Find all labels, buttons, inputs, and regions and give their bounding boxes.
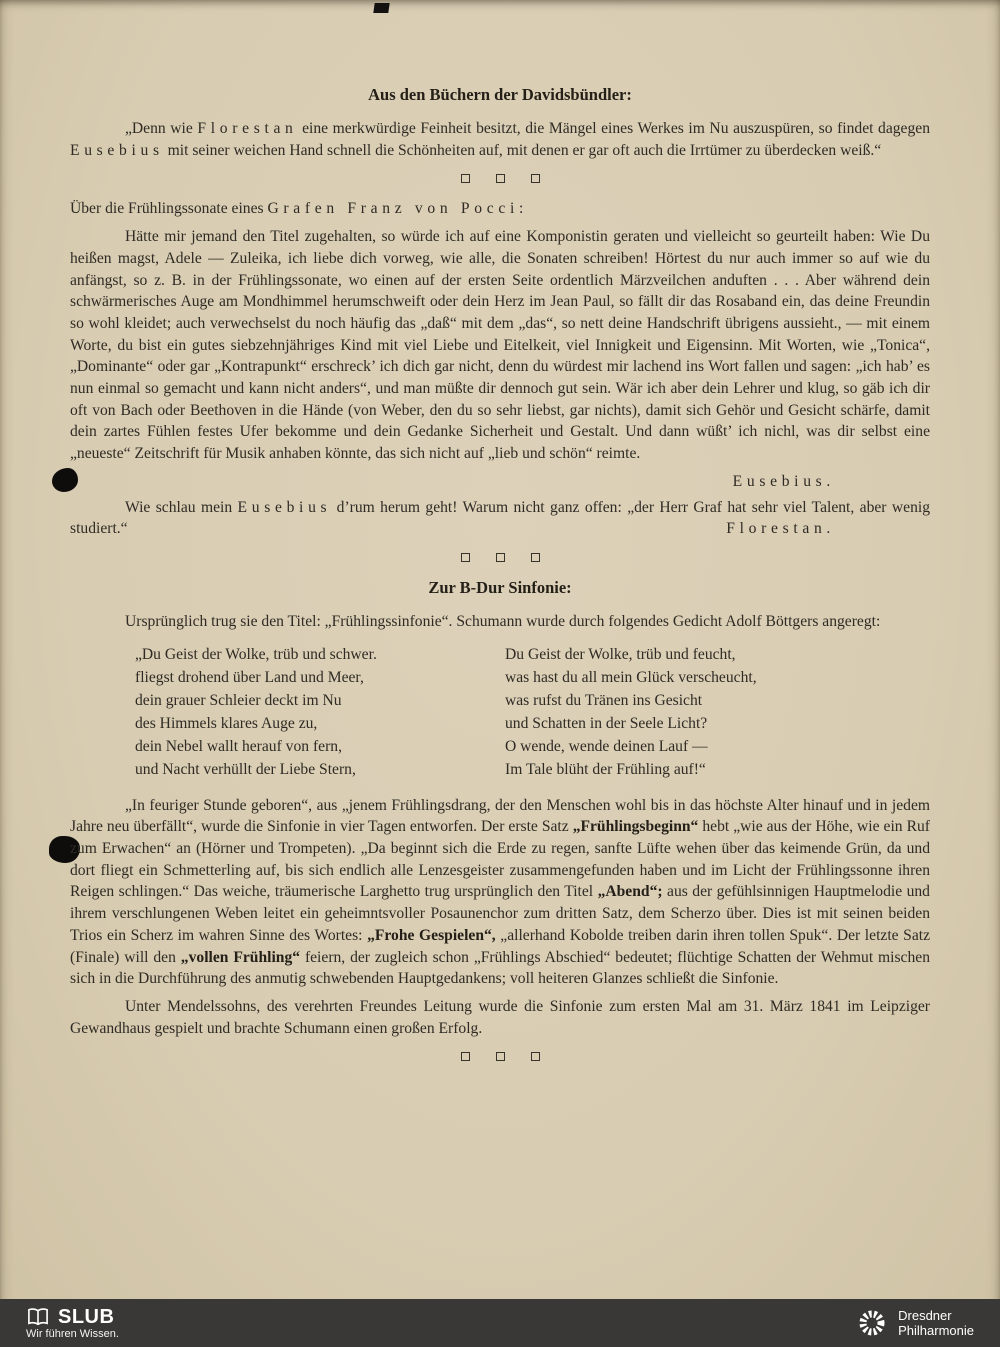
- square-ornament-icon: [496, 553, 505, 562]
- partner-name-line2: Philharmonie: [898, 1323, 974, 1338]
- dresdner-philharmonie-name: [898, 1308, 974, 1339]
- poem-boettger: [135, 643, 930, 781]
- paragraph-sinfonie-intro: Ursprünglich trug sie den Titel: „Frühlingssinfonie“. Schumann wurde durch folgendes Gedicht Adolf Böttgers angeregt:: [125, 612, 881, 630]
- square-ornament-icon: [461, 553, 470, 562]
- ornament-squares: [70, 553, 930, 562]
- square-ornament-icon: [461, 1052, 470, 1061]
- starburst-ring-icon: [857, 1308, 887, 1338]
- poem-right-column: Du Geist der Wolke, trüb und feucht, was hast du all mein Glück verscheucht, was rufst du Tränen ins Gesicht und Schatten in der Seele Licht? O wende, wende deinen Lauf — Im Tale blüht der Frühling auf!“: [505, 645, 757, 778]
- paragraph-premiere: Unter Mendelssohns, des verehrten Freundes Leitung wurde die Sinfonie zum ersten Mal am 31. März 1841 im Leipziger Gewandhaus gespielt und brachte Schumann einen großen Erfolg.: [70, 998, 930, 1037]
- section-title-b-dur-sinfonie: Zur B-Dur Sinfonie:: [428, 577, 572, 597]
- scan-mark: [373, 3, 389, 13]
- square-ornament-icon: [531, 553, 540, 562]
- section-title-davidsbuendler: Aus den Büchern der Davidsbündler:: [368, 85, 632, 104]
- slub-tagline: Wir führen Wissen.: [26, 1327, 119, 1340]
- square-ornament-icon: [531, 174, 540, 183]
- open-book-icon: [26, 1307, 50, 1327]
- square-ornament-icon: [496, 1052, 505, 1061]
- square-ornament-icon: [461, 174, 470, 183]
- square-ornament-icon: [531, 1052, 540, 1061]
- document-content: [70, 84, 930, 1076]
- slub-name: SLUB: [58, 1305, 115, 1328]
- slub-logo: [26, 1307, 119, 1340]
- poem-left-column: „Du Geist der Wolke, trüb und schwer. fliegst drohend über Land und Meer, dein grauer Schleier deckt im Nu des Himmels klares Auge zu, dein Nebel wallt herauf von fern, und Nacht verhüllt der Liebe Stern,: [135, 645, 377, 778]
- ornament-squares: [70, 174, 930, 183]
- ornament-squares: [70, 1052, 930, 1061]
- footer-bar: [0, 1299, 1000, 1347]
- section-heading-fruehlingssonate: Über die Frühlingssonate eines Grafen Franz von Pocci:: [70, 200, 524, 218]
- dresdner-philharmonie-logo: [857, 1308, 974, 1339]
- paragraph-florestan-comment: Wie schlau mein Eusebius d’rum herum geht! Warum nicht ganz offen: „der Herr Graf hat sehr viel Talent, aber wenig studiert.“: [70, 498, 931, 538]
- signature-florestan: Florestan.: [726, 520, 835, 538]
- paragraph-davidsbuendler-quote: „Denn wie Florestan eine merkwürdige Feinheit besitzt, die Mängel eines Werkes im Nu auszuspüren, so findet dagegen Eusebius mit seiner weichen Hand schnell die Schönheiten auf, mit denen er gar oft auch die Irrtümer zu überdecken weiß.“: [70, 120, 930, 159]
- signature-eusebius: Eusebius.: [732, 472, 835, 490]
- paragraph-sinfonie-description: „In feuriger Stunde geboren“, aus „jenem Frühlingsdrang, der den Menschen wohl bis in das höchste Alter hinauf und in jedem Jahre neu überfällt“, wurde die Sinfonie in vier Tagen entworfen. Der erste Satz „Frühlingsbeginn“ hebt „wie aus der Höhe, wie ein Ruf zum Erwachen“ an (Hörner und Trompeten). „Da beginnt sich die Erde zu regen, sanfte Lüfte wehen über das keimende Grün, da und dort fliegt ein Schmetterling auf, bis sich endlich alle Lenzesgeister zusammengefunden haben und im Licht der Frühlingssonne ihren Reigen schlingen.“ Das weiche, träumerische Larghetto trug ursprünglich den Titel „Abend“; aus der gefühlsinnigen Hauptmelodie und ihrem verschlungenen Weben leitet ein geheimntsvoller Posaunenchor zum dritten Satz, dem Scherzo über. Dies ist mit seinen beiden Trios ein Scherz im wahren Sinne des Wortes: „Frohe Gespielen“, „allerhand Kobolde treiben darin ihren tollen Spuk“. Der letzte Satz (Finale) will den „vollen Frühling“ feiern, der zugleich schon „Frühlings Abschied“ bedeutet; flüchtige Schatten der Wehmut mischen sich in die Durchführung des anmutig schwebenden Hauptgedankens; voll heiteren Glanzes schließt die Sinfonie.: [70, 796, 931, 988]
- partner-name-line1: Dresdner: [898, 1307, 952, 1323]
- paragraph-pocci-letter: Hätte mir jemand den Titel zugehalten, so würde ich auf eine Komponistin geraten und vielleicht so geurteilt haben: Wie Du heißen magst, Adele — Zuleika, ich liebe dich vorweg, wie alle, die Sonaten schreiben! Hörtest du nur auch immer so auf wie du anfängst, so z. B. in der Frühlingssonate, wo einen auf der ersten Seite ordentlich Märzveilchen anduften . . . Aber während dein schwärmerisches Auge am Mondhimmel herumschweift oder dein Herz im Jean Paul, so fällt dir das Rosaband ein, das deine Freundin so wohl kleidet; auch verwechselst du noch häufig das „daß“ mit dem „das“, so nett deine Handschrift übrigens aussieht., — mit einem Worte, du bist ein gutes siebzehnjähriges Kind mit viel Liebe und Eitelkeit, viel Innigkeit und Eigensinn. Mit Worten, wie „Tonica“, „Dominante“ oder gar „Kontrapunkt“ erschreck’ ich dich gar nicht, denn du würdest mir lachend ins Wort fallen und sagen: „ich hab’ es nun einmal so gemacht und kann nicht anders“, und man müßte dir dennoch gut sein. Wär ich aber dein Lehrer und klug, so gäb ich dir oft von Bach oder Beethoven in die Hände (von Weber, den du so sehr liebst, gar nichts), damit sich Gehör und Gesicht schärfe, damit dein zartes Fühlen festes Ufer bekomme und dein Gedanke Sicherheit und Gestalt. Und dann wüßt’ ich nichl, was dir selbst eine „neueste“ Zeitschrift für Musik anhaben könnte, das sich nicht auf „lieb und schön“ reimte.: [70, 228, 930, 463]
- square-ornament-icon: [496, 174, 505, 183]
